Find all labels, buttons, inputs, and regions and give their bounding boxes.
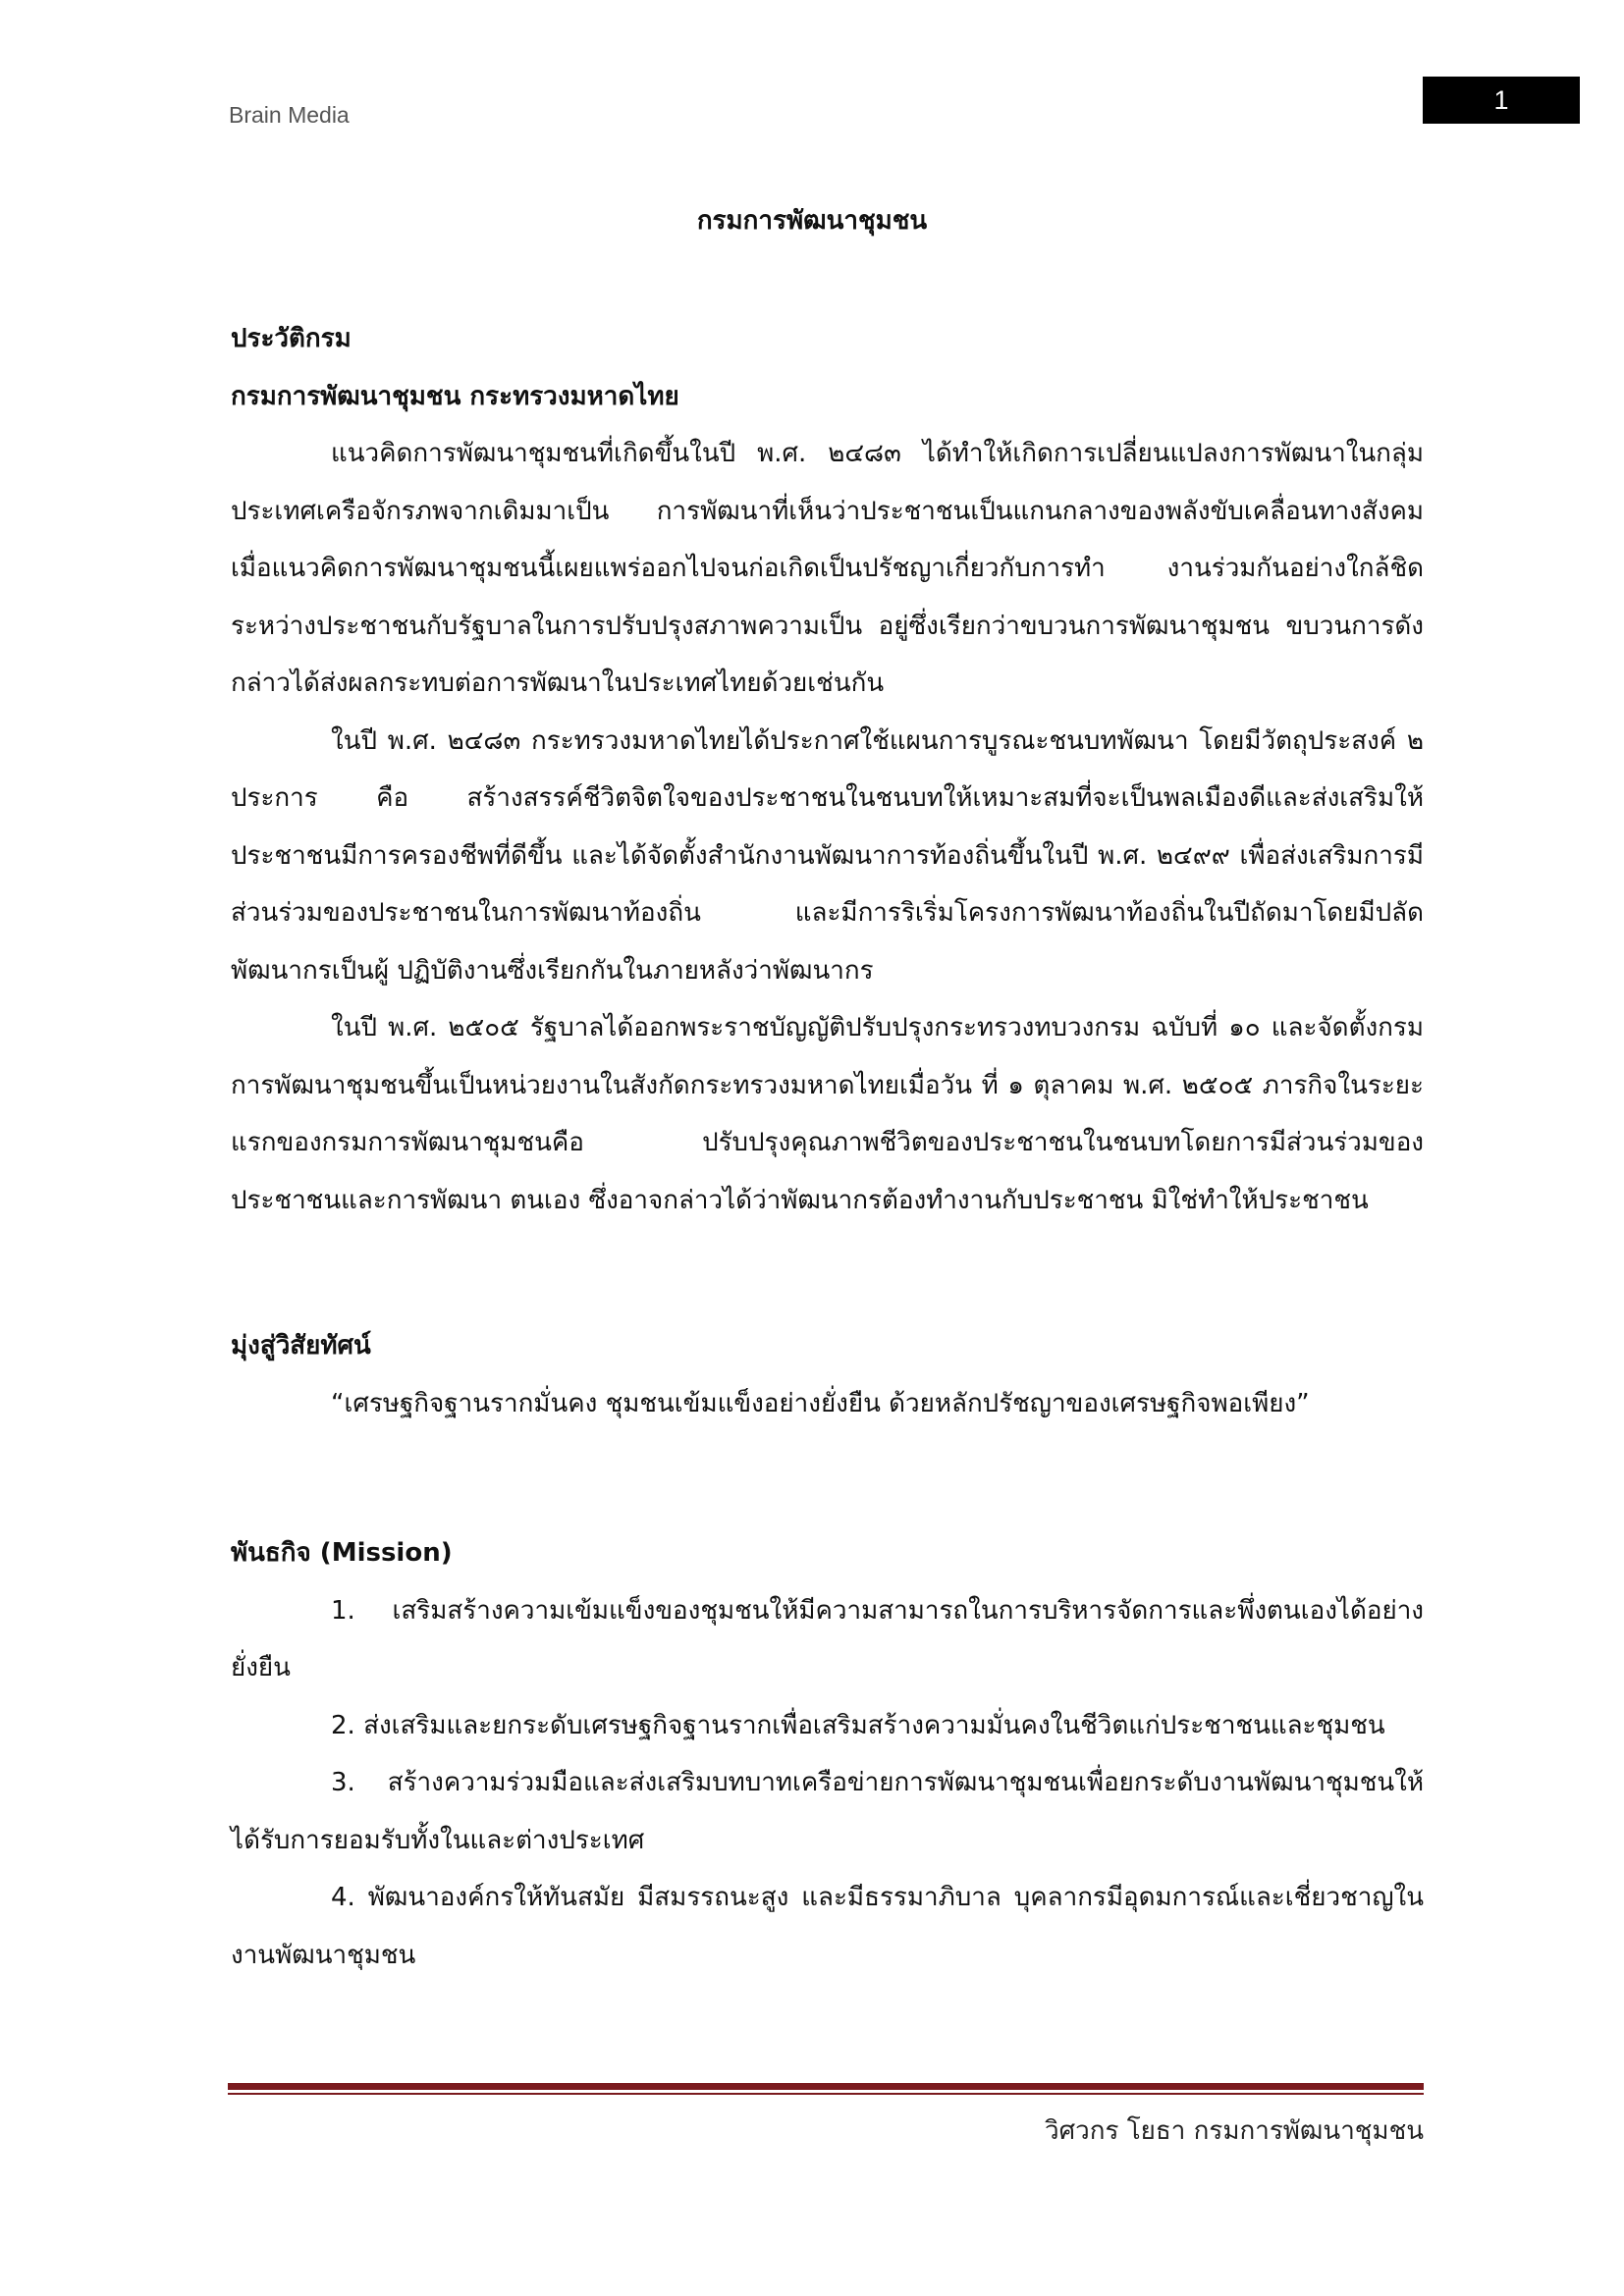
footer-divider [228,2083,1424,2095]
mission-heading: พันธกิจ (Mission) [231,1538,453,1568]
document-body [231,310,1424,1984]
document-title: กรมการพัฒนาชุมชน [696,206,928,236]
mission-item: 4. พัฒนาองค์กรให้ทันสมัย มีสมรรถนะสูง และมีธรรมาภิบาล บุคลากรมีอุดมการณ์และเชี่ยวชาญในงานพัฒนาชุมชน [231,1883,1424,1970]
page-number: 1 [1493,84,1509,115]
footer-divider-thin [228,2093,1424,2095]
history-paragraph: แนวคิดการพัฒนาชุมชนที่เกิดขึ้นในปี พ.ศ. ๒๔๘๓ ได้ทำให้เกิดการเปลี่ยนแปลงการพัฒนาในกลุ่มประเทศเครือจักรภพจากเดิมมาเป็น การพัฒนาที่เห็นว่าประชาชนเป็นแกนกลางของพลังขับเคลื่อนทางสังคม เมื่อแนวคิดการพัฒนาชุมชนนี้เผยแพร่ออกไปจนก่อเกิดเป็นปรัชญาเกี่ยวกับการทำ งานร่วมกันอย่างใกล้ชิดระหว่างประชาชนกับรัฐบาลในการปรับปรุงสภาพความเป็น อยู่ซึ่งเรียกว่าขบวนการพัฒนาชุมชน ขบวนการดังกล่าวได้ส่งผลกระทบต่อการพัฒนาในประเทศไทยด้วยเช่นกัน [231,439,1424,698]
history-paragraph: ในปี พ.ศ. ๒๕๐๕ รัฐบาลได้ออกพระราชบัญญัติปรับปรุงกระทรวงทบวงกรม ฉบับที่ ๑๐ และจัดตั้งกรมการพัฒนาชุมชนขึ้นเป็นหน่วยงานในสังกัดกระทรวงมหาดไทยเมื่อวัน ที่ ๑ ตุลาคม พ.ศ. ๒๕๐๕ ภารกิจในระยะแรกของกรมการพัฒนาชุมชนคือ ปรับปรุงคุณภาพชีวิตของประชาชนในชนบทโดยการมีส่วนร่วมของประชาชนและการพัฒนา ตนเอง ซึ่งอาจกล่าวได้ว่าพัฒนากรต้องทำงานกับประชาชน มิใช่ทำให้ประชาชน [231,1013,1424,1215]
mission-item: 3. สร้างความร่วมมือและส่งเสริมบทบาทเครือข่ายการพัฒนาชุมชนเพื่อยกระดับงานพัฒนาชุมชนให้ได้รับการยอมรับทั้งในและต่างประเทศ [231,1768,1424,1855]
vision-heading: มุ่งสู่วิสัยทัศน์ [231,1331,371,1361]
history-heading: ประวัติกรม [231,324,352,353]
section-gap [231,1229,1424,1317]
footer-divider-thick [228,2083,1424,2090]
vision-statement: “เศรษฐกิจฐานรากมั่นคง ชุมชนเข้มแข็งอย่างยั่งยืน ด้วยหลักปรัชญาของเศรษฐกิจพอเพียง” [331,1388,1310,1418]
footer-author: วิศวกร โยธา กรมการพัฒนาชุมชน [1045,2116,1424,2146]
page-number-box [1423,77,1580,124]
history-paragraph: ในปี พ.ศ. ๒๔๘๓ กระทรวงมหาดไทยได้ประกาศใช้แผนการบูรณะชนบทพัฒนา โดยมีวัตถุประสงค์ ๒ ประการ คือ สร้างสรรค์ชีวิตจิตใจของประชาชนในชนบทให้เหมาะสมที่จะเป็นพลเมืองดีและส่งเสริมให้ประชาชนมีการครองชีพที่ดีขึ้น และได้จัดตั้งสำนักงานพัฒนาการท้องถิ่นขึ้นในปี พ.ศ. ๒๔๙๙ เพื่อส่งเสริมการมีส่วนร่วมของประชาชนในการพัฒนาท้องถิ่น และมีการริเริ่มโครงการพัฒนาท้องถิ่นในปีถัดมาโดยมีปลัดพัฒนากรเป็นผู้ ปฏิบัติงานซึ่งเรียกกันในภายหลังว่าพัฒนากร [231,725,1424,986]
brand-name: Brain Media [229,102,350,128]
section-gap [231,1432,1424,1524]
mission-item: 2. ส่งเสริมและยกระดับเศรษฐกิจฐานรากเพื่อเสริมสร้างความมั่นคงในชีวิตแก่ประชาชนและชุมชน [331,1710,1385,1740]
mission-item: 1. เสริมสร้างความเข้มแข็งของชุมชนให้มีความสามารถในการบริหารจัดการและพึ่งตนเองได้อย่างยั่งยืน [231,1595,1424,1682]
history-subheading: กรมการพัฒนาชุมชน กระทรวงมหาดไทย [231,381,679,411]
